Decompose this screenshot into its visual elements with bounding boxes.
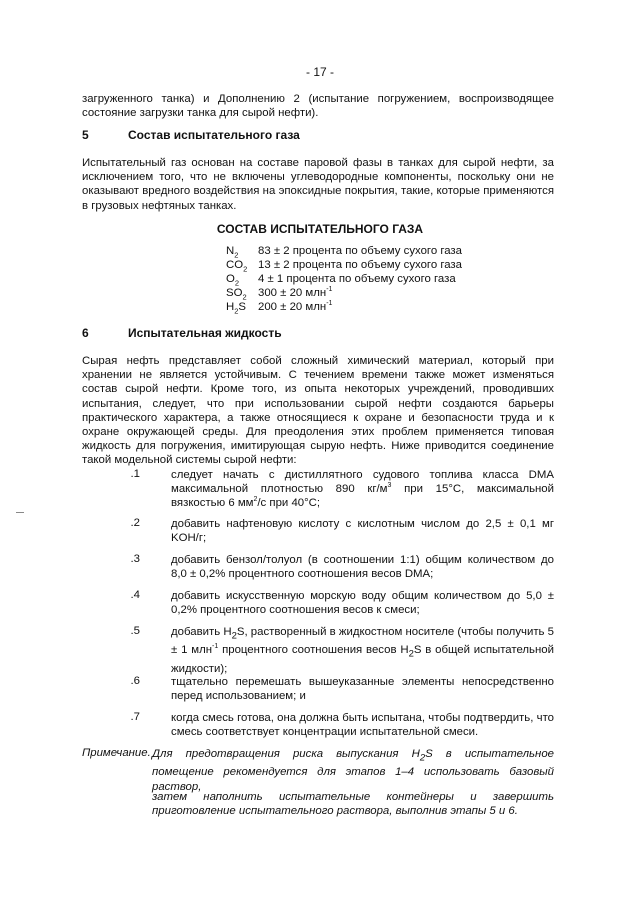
note-text-continued: затем наполнить испытательные контейнеры и завершить приготовление испытательного раствора, выполнив этапы 5 и 6. — [152, 791, 554, 818]
margin-mark — [16, 512, 24, 513]
gas-row-co2 — [226, 259, 462, 272]
gas-formula: $SO_2$ — [226, 287, 247, 302]
step-6-text: тщательно перемешать вышеуказанные элементы непосредственно перед использованием; и — [171, 676, 554, 703]
step-5-text: добавить $H_2S$, растворенный в жидкостном носителе (чтобы получить 5 ± 1 млн$^{-1}$ процентного соотношения весов $H_2S$ в общей испытательной жидкости); — [171, 626, 554, 675]
gas-value: 83 ± 2 процента по объему сухого газа — [258, 245, 462, 257]
step-1-text: следует начать с дистиллятного судового топлива класса DMA максимальной плотностью 890 $кг/м^3$ при 15°C, максимальной вязкостью 6 $мм^2/с$ при 40°C; — [171, 469, 555, 510]
step-number: .3 — [130, 553, 140, 565]
gas-formula: $CO_2$ — [226, 259, 248, 274]
gas-row-n2 — [226, 245, 462, 258]
section-6-paragraph: Сырая нефть представляет собой сложный химический материал, который при хранении не является устойчивым. С течением времени также может изменяться состав сырой нефти. Кроме того, из опыта некоторых учреждений, проводивших испытания, следует, что при использовании сырой нефти создаются барьеры практического характера, а также относящиеся к охране и безопасности труда и к охране окружающей среды. Для преодоления этих проблем применяется типовая жидкость для погружения, имитирующая сырую нефть. Ниже приводится соединение такой модельной системы сырой нефти: — [82, 355, 554, 467]
section-5-paragraph: Испытательный газ основан на составе паровой фазы в танках для сырой нефти, за исключением того, что не включены углеводородные компоненты, поскольку они не оказывают вредного воздействия на эпоксидные покрытия, такие, которые применяются в грузовых нефтяных танках. — [82, 157, 554, 212]
section-5-number: 5 — [82, 128, 89, 142]
step-number: .4 — [130, 589, 140, 601]
section-5-title: Состав испытательного газа — [128, 128, 300, 142]
step-7-text: когда смесь готова, она должна быть испытана, чтобы подтвердить, что смесь соответствует концентрации испытательной смеси. — [171, 712, 554, 739]
step-number: .2 — [130, 517, 140, 529]
step-3-text: добавить бензол/толуол (в соотношении 1:1) общим количеством до 8,0 ± 0,2% процентного соотношения весов DMA; — [171, 554, 554, 581]
gas-formula: $H_2S$ — [226, 301, 247, 316]
section-6-number: 6 — [82, 326, 89, 340]
step-number: .5 — [130, 625, 140, 637]
gas-value: 300 ± 20 млн — [258, 287, 327, 299]
page-number: - 17 - — [305, 65, 334, 79]
gas-table-title: СОСТАВ ИСПЫТАТЕЛЬНОГО ГАЗА — [216, 222, 424, 236]
gas-row-so2: $SO_2$ 300 ± 20 млн$^{-1}$ — [226, 286, 333, 302]
step-number: .7 — [130, 711, 140, 723]
note-label: Примечание. — [82, 747, 151, 759]
step-number: .1 — [130, 468, 140, 480]
note-text: Для предотвращения риска выпускания $H_2S$ в испытательное помещение рекомендуется для этапов 1–4 использовать базовый раствор, — [152, 748, 554, 793]
step-2-text: добавить нафтеновую кислоту с кислотным числом до 2,5 ± 0,1 мг KOH/г; — [171, 518, 554, 545]
gas-value: 200 ± 20 млн — [258, 301, 327, 313]
section-6-title: Испытательная жидкость — [128, 326, 282, 340]
gas-value: 13 ± 2 процента по объему сухого газа — [258, 259, 462, 271]
gas-formula: $O_2$ — [226, 273, 240, 288]
gas-value: 4 ± 1 процента по объему сухого газа — [258, 273, 456, 285]
gas-row-h2s: $H_2S$ 200 ± 20 млн$^{-1}$ — [226, 300, 333, 316]
section-6-heading — [82, 326, 282, 340]
step-number: .6 — [130, 675, 140, 687]
section-5-heading — [82, 128, 300, 142]
step-4-text: добавить искусственную морскую воду общим количеством до 5,0 ± 0,2% процентного соотношения весов к смеси; — [171, 590, 554, 617]
intro-paragraph: загруженного танка) и Дополнению 2 (испытание погружением, воспроизводящее состояние загрузки танка для сырой нефти). — [82, 93, 554, 120]
gas-formula: $N_2$ — [226, 245, 239, 260]
gas-row-o2 — [226, 273, 456, 286]
